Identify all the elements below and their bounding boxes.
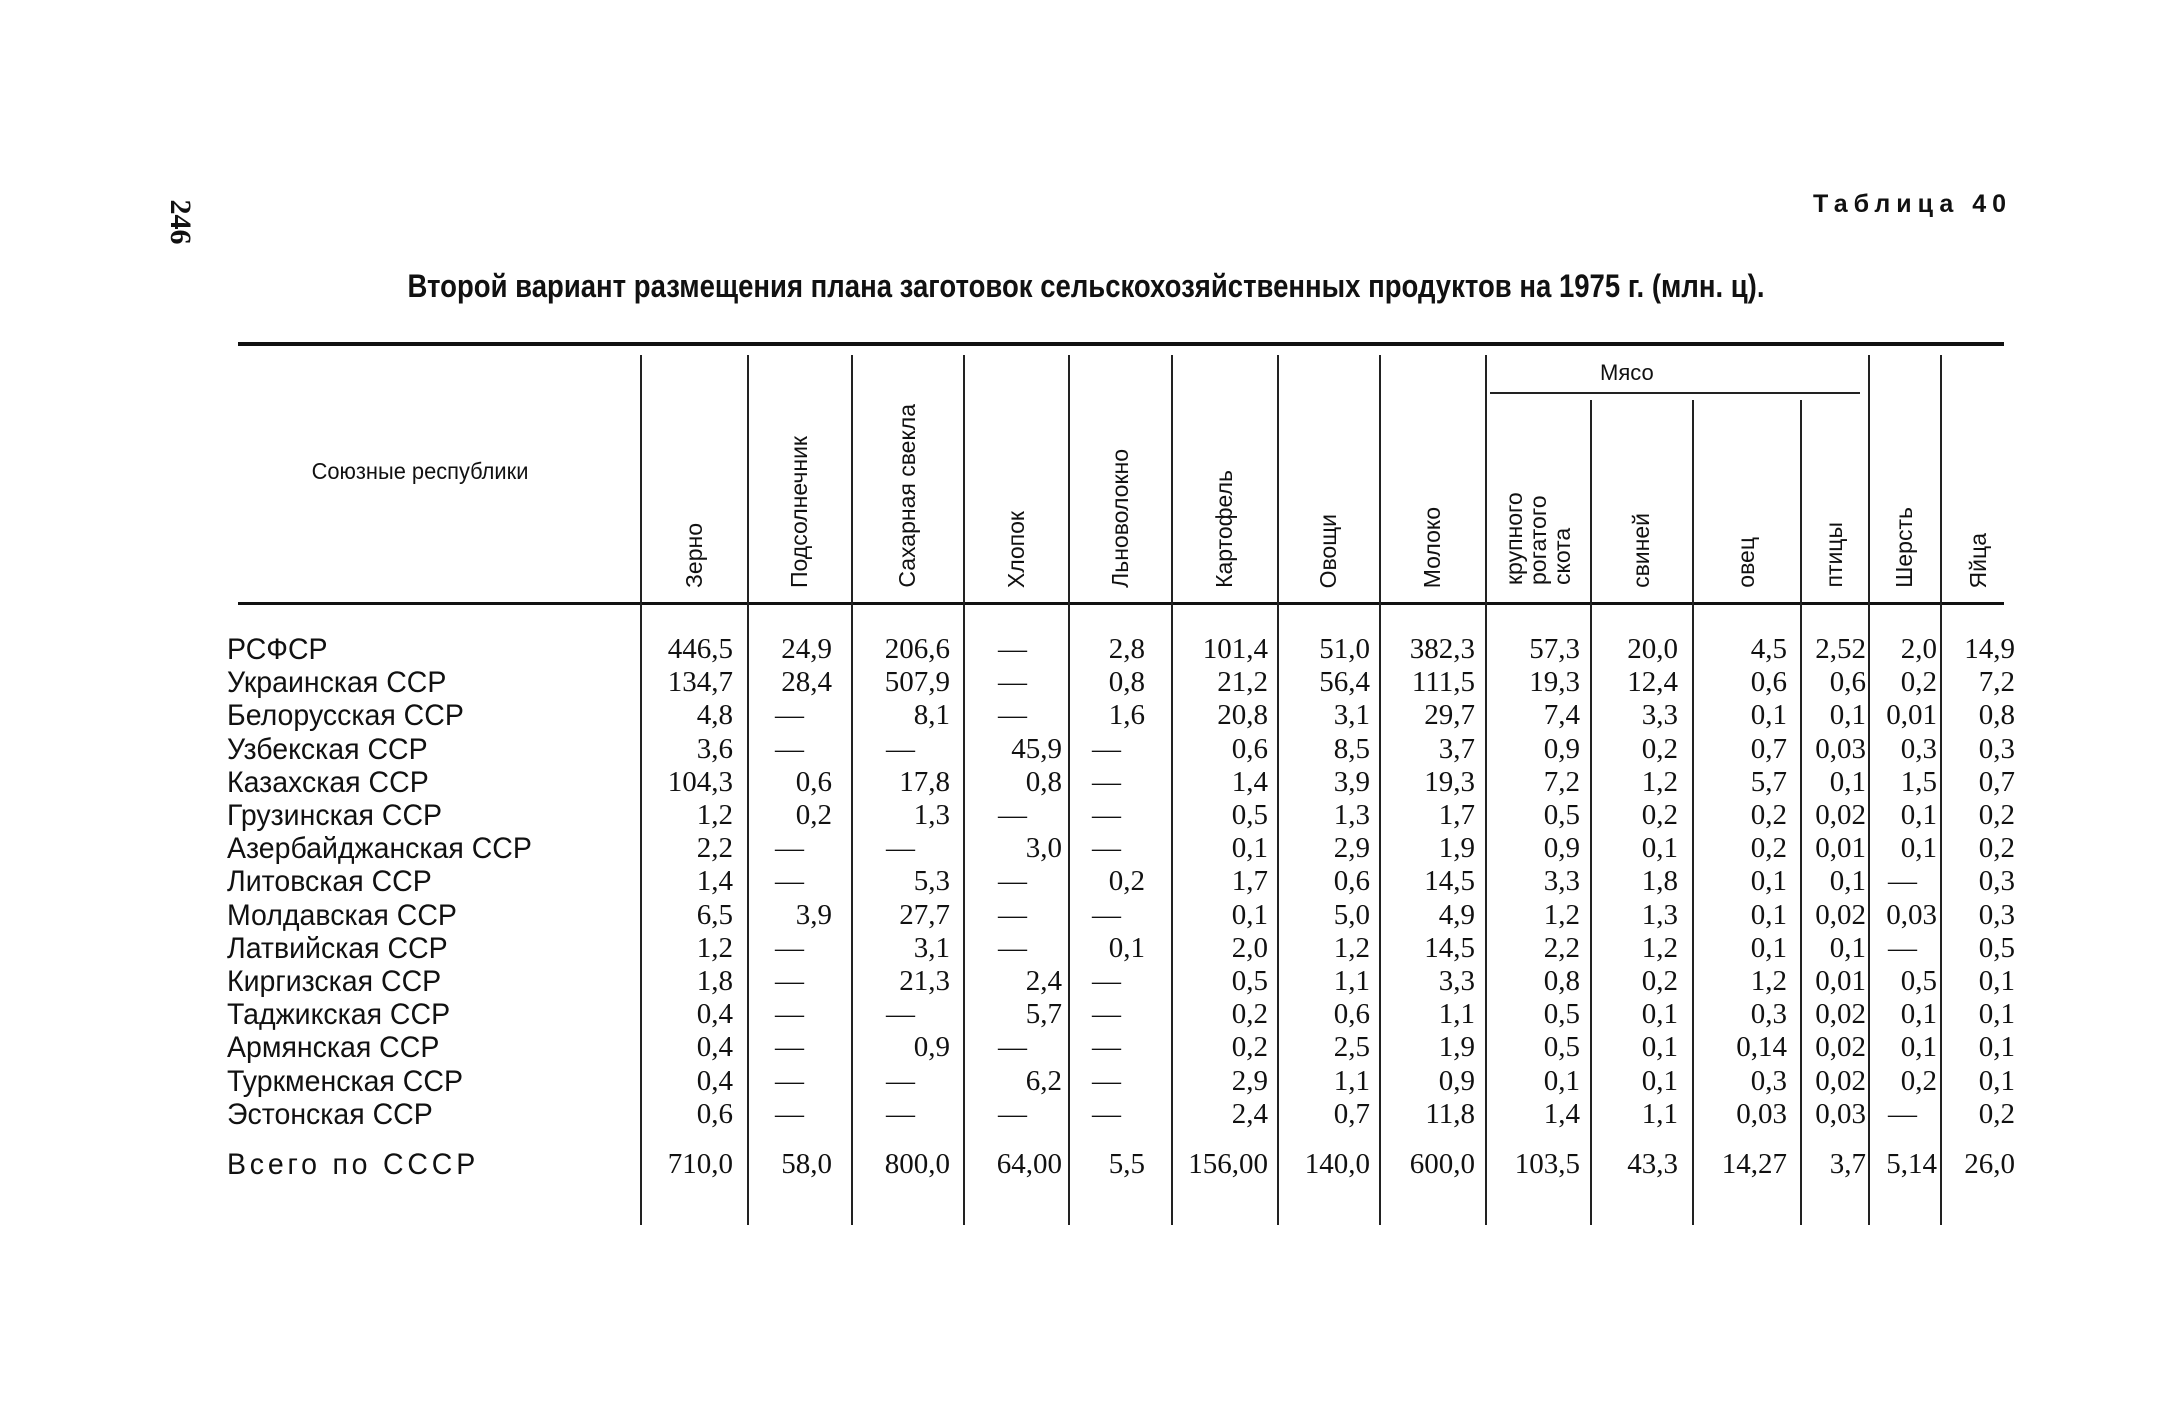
cell-meat-sheep: 14,27	[1721, 1148, 1787, 1180]
cell-milk: 11,8	[1425, 1098, 1475, 1130]
cell-cotton: 2,4	[1025, 965, 1062, 997]
cell-eggs: 0,3	[1978, 865, 2015, 897]
cell-sugar-beet: 507,9	[884, 666, 950, 698]
cell-vegetables: 5,0	[1333, 899, 1370, 931]
cell-sunflower: —	[775, 733, 804, 765]
cell-milk: 111,5	[1411, 666, 1475, 698]
cell-meat-poultry: 0,02	[1815, 899, 1866, 931]
cell-meat-sheep: 5,7	[1750, 766, 1787, 798]
cell-milk: 0,9	[1438, 1065, 1475, 1097]
cell-meat-sheep: 1,2	[1750, 965, 1787, 997]
cell-flax: —	[1092, 998, 1121, 1030]
cell-meat-cattle: 3,3	[1543, 865, 1580, 897]
table-row	[0, 633, 2172, 666]
cell-meat-cattle: 7,4	[1543, 699, 1580, 731]
cell-wool: 0,03	[1886, 899, 1937, 931]
cell-potato: 101,4	[1202, 633, 1268, 665]
republic-name: Туркменская ССР	[227, 1065, 463, 1098]
republic-name: Всего по СССР	[227, 1148, 480, 1181]
cell-sunflower: 58,0	[781, 1148, 832, 1180]
cell-cotton: —	[998, 1098, 1027, 1130]
cell-eggs: 14,9	[1964, 633, 2015, 665]
cell-milk: 1,1	[1438, 998, 1475, 1030]
cell-meat-poultry: 0,02	[1815, 799, 1866, 831]
cell-meat-sheep: 0,03	[1736, 1098, 1787, 1130]
cell-milk: 19,3	[1424, 766, 1475, 798]
cell-potato: 0,5	[1231, 799, 1268, 831]
cell-grain: 0,4	[696, 1065, 733, 1097]
cell-potato: 2,9	[1231, 1065, 1268, 1097]
cell-meat-poultry: 0,6	[1829, 666, 1866, 698]
cell-meat-poultry: 0,01	[1815, 965, 1866, 997]
republic-name: Узбекская ССР	[227, 733, 428, 766]
cell-meat-cattle: 0,9	[1543, 832, 1580, 864]
cell-wool: —	[1888, 865, 1917, 897]
cell-cotton: —	[998, 799, 1027, 831]
cell-grain: 1,4	[696, 865, 733, 897]
cell-sunflower: 24,9	[781, 633, 832, 665]
cell-meat-pigs: 0,1	[1641, 832, 1678, 864]
cell-vegetables: 8,5	[1333, 733, 1370, 765]
header-republics: Союзные республики	[311, 458, 529, 484]
cell-grain: 134,7	[667, 666, 733, 698]
cell-cotton: 0,8	[1025, 766, 1062, 798]
header-grain: Зерно	[680, 523, 707, 588]
header-meat-poultry: птицы	[1821, 522, 1847, 588]
cell-meat-poultry: 0,02	[1815, 998, 1866, 1030]
cell-meat-cattle: 1,2	[1543, 899, 1580, 931]
cell-meat-cattle: 0,1	[1543, 1065, 1580, 1097]
cell-meat-pigs: 1,1	[1641, 1098, 1678, 1130]
republic-name: Литовская ССР	[227, 865, 432, 898]
cell-vegetables: 51,0	[1319, 633, 1370, 665]
cell-meat-poultry: 0,1	[1829, 865, 1866, 897]
cell-grain: 1,2	[696, 932, 733, 964]
cell-grain: 1,2	[696, 799, 733, 831]
cell-cotton: 64,00	[996, 1148, 1062, 1180]
cell-meat-sheep: 0,14	[1736, 1031, 1787, 1063]
cell-meat-poultry: 0,03	[1815, 1098, 1866, 1130]
cell-potato: 20,8	[1217, 699, 1268, 731]
cell-sugar-beet: —	[886, 998, 915, 1030]
cell-flax: 5,5	[1108, 1148, 1145, 1180]
table-row	[0, 1065, 2172, 1098]
cell-wool: 5,14	[1886, 1148, 1937, 1180]
cell-grain: 104,3	[667, 766, 733, 798]
cell-meat-cattle: 0,9	[1543, 733, 1580, 765]
cell-flax: —	[1092, 733, 1121, 765]
cell-vegetables: 3,1	[1333, 699, 1370, 731]
cell-milk: 382,3	[1409, 633, 1475, 665]
header-sunflower: Подсолнечник	[786, 435, 812, 588]
cell-flax: —	[1092, 799, 1121, 831]
cell-grain: 710,0	[667, 1148, 733, 1180]
cell-flax: 2,8	[1108, 633, 1145, 665]
cell-eggs: 0,3	[1978, 899, 2015, 931]
cell-grain: 0,6	[696, 1098, 733, 1130]
cell-eggs: 0,1	[1978, 1031, 2015, 1063]
cell-eggs: 0,3	[1978, 733, 2015, 765]
cell-meat-pigs: 0,1	[1641, 1065, 1678, 1097]
header-milk: Молоко	[1419, 506, 1445, 588]
cell-sugar-beet: 5,3	[913, 865, 950, 897]
cell-potato: 0,1	[1231, 832, 1268, 864]
cell-potato: 2,0	[1231, 932, 1268, 964]
cell-sunflower: —	[775, 1031, 804, 1063]
cell-vegetables: 140,0	[1304, 1148, 1370, 1180]
cell-cotton: —	[998, 1031, 1027, 1063]
cell-meat-pigs: 12,4	[1627, 666, 1678, 698]
cell-wool: 2,0	[1900, 633, 1937, 665]
cell-wool: 0,2	[1900, 666, 1937, 698]
header-cotton: Хлопок	[1002, 510, 1029, 588]
cell-milk: 1,9	[1438, 832, 1475, 864]
cell-vegetables: 0,7	[1333, 1098, 1370, 1130]
table-row	[0, 1098, 2172, 1131]
cell-meat-poultry: 0,02	[1815, 1031, 1866, 1063]
cell-meat-cattle: 1,4	[1543, 1098, 1580, 1130]
table-label: Таблица 40	[1813, 190, 2012, 218]
cell-sunflower: 0,6	[795, 766, 832, 798]
cell-sugar-beet: 206,6	[884, 633, 950, 665]
cell-vegetables: 0,6	[1333, 998, 1370, 1030]
header-sugar-beet: Сахарная свекла	[894, 404, 920, 588]
cell-cotton: 5,7	[1025, 998, 1062, 1030]
cell-potato: 0,1	[1231, 899, 1268, 931]
cell-meat-cattle: 0,5	[1543, 799, 1580, 831]
cell-grain: 0,4	[696, 998, 733, 1030]
republic-name: РСФСР	[227, 633, 328, 666]
cell-vegetables: 1,2	[1333, 932, 1370, 964]
cell-flax: 0,1	[1108, 932, 1145, 964]
cell-meat-poultry: 0,02	[1815, 1065, 1866, 1097]
cell-eggs: 0,7	[1978, 766, 2015, 798]
cell-sugar-beet: —	[886, 1098, 915, 1130]
cell-potato: 0,2	[1231, 998, 1268, 1030]
cell-sugar-beet: 21,3	[899, 965, 950, 997]
cell-milk: 29,7	[1424, 699, 1475, 731]
cell-grain: 3,6	[696, 733, 733, 765]
cell-meat-sheep: 0,1	[1750, 932, 1787, 964]
cell-meat-sheep: 0,1	[1750, 899, 1787, 931]
cell-wool: 0,1	[1900, 998, 1937, 1030]
cell-cotton: —	[998, 865, 1027, 897]
cell-flax: —	[1092, 766, 1121, 798]
cell-meat-pigs: 20,0	[1627, 633, 1678, 665]
table-row	[0, 899, 2172, 932]
total-row	[0, 1148, 2172, 1181]
cell-milk: 14,5	[1424, 932, 1475, 964]
header-wool: Шерсть	[1891, 507, 1917, 588]
cell-milk: 600,0	[1409, 1148, 1475, 1180]
republic-name: Эстонская ССР	[227, 1098, 433, 1131]
cell-meat-poultry: 3,7	[1829, 1148, 1866, 1180]
cell-eggs: 0,1	[1978, 1065, 2015, 1097]
cell-wool: 0,01	[1886, 699, 1937, 731]
cell-wool: 1,5	[1900, 766, 1937, 798]
cell-sunflower: —	[775, 699, 804, 731]
cell-meat-sheep: 0,3	[1750, 1065, 1787, 1097]
top-rule	[238, 342, 2004, 346]
republic-name: Азербайджанская ССР	[227, 832, 532, 865]
cell-sunflower: —	[775, 998, 804, 1030]
cell-vegetables: 1,1	[1333, 1065, 1370, 1097]
cell-eggs: 0,5	[1978, 932, 2015, 964]
cell-flax: 0,8	[1108, 666, 1145, 698]
page-number: 246	[164, 199, 197, 245]
cell-meat-pigs: 0,1	[1641, 1031, 1678, 1063]
cell-meat-pigs: 1,2	[1641, 766, 1678, 798]
republic-name: Киргизская ССР	[227, 965, 442, 998]
cell-meat-cattle: 0,8	[1543, 965, 1580, 997]
cell-milk: 1,9	[1438, 1031, 1475, 1063]
cell-flax: —	[1092, 1031, 1121, 1063]
cell-sugar-beet: 3,1	[913, 932, 950, 964]
cell-meat-pigs: 3,3	[1641, 699, 1678, 731]
cell-vegetables: 3,9	[1333, 766, 1370, 798]
cell-meat-cattle: 0,5	[1543, 1031, 1580, 1063]
cell-meat-pigs: 1,8	[1641, 865, 1678, 897]
cell-sugar-beet: 17,8	[899, 766, 950, 798]
cell-eggs: 7,2	[1978, 666, 2015, 698]
cell-sugar-beet: —	[886, 832, 915, 864]
cell-meat-cattle: 57,3	[1529, 633, 1580, 665]
cell-flax: —	[1092, 1098, 1121, 1130]
cell-vegetables: 2,9	[1333, 832, 1370, 864]
cell-meat-sheep: 0,6	[1750, 666, 1787, 698]
header-meat-group: Мясо	[1600, 360, 1654, 385]
cell-meat-pigs: 0,1	[1641, 998, 1678, 1030]
cell-sunflower: —	[775, 965, 804, 997]
cell-sugar-beet: 0,9	[913, 1031, 950, 1063]
table-row	[0, 832, 2172, 865]
cell-flax: —	[1092, 832, 1121, 864]
cell-flax: 0,2	[1108, 865, 1145, 897]
cell-sugar-beet: —	[886, 733, 915, 765]
cell-potato: 0,2	[1231, 1031, 1268, 1063]
cell-flax: —	[1092, 899, 1121, 931]
cell-wool: 0,1	[1900, 832, 1937, 864]
cell-sugar-beet: 27,7	[899, 899, 950, 931]
cell-flax: 1,6	[1108, 699, 1145, 731]
cell-cotton: —	[998, 932, 1027, 964]
cell-grain: 1,8	[696, 965, 733, 997]
republic-name: Грузинская ССР	[227, 799, 443, 832]
cell-meat-poultry: 0,03	[1815, 733, 1866, 765]
cell-sunflower: —	[775, 832, 804, 864]
republic-name: Латвийская ССР	[227, 932, 448, 965]
header-eggs: Яйца	[1964, 532, 1991, 588]
cell-eggs: 0,1	[1978, 965, 2015, 997]
cell-sunflower: —	[775, 1065, 804, 1097]
cell-sunflower: 28,4	[781, 666, 832, 698]
cell-sugar-beet: 8,1	[913, 699, 950, 731]
table-row	[0, 965, 2172, 998]
cell-potato: 1,4	[1231, 766, 1268, 798]
cell-meat-sheep: 0,3	[1750, 998, 1787, 1030]
cell-potato: 1,7	[1231, 865, 1268, 897]
cell-meat-pigs: 0,2	[1641, 733, 1678, 765]
cell-meat-sheep: 0,1	[1750, 865, 1787, 897]
cell-milk: 3,3	[1438, 965, 1475, 997]
republic-name: Белорусская ССР	[227, 699, 464, 732]
table-row	[0, 799, 2172, 832]
cell-potato: 156,00	[1188, 1148, 1268, 1180]
cell-meat-poultry: 2,52	[1815, 633, 1866, 665]
meat-group-rule	[1490, 392, 1860, 394]
cell-meat-sheep: 0,2	[1750, 832, 1787, 864]
table-row	[0, 1031, 2172, 1064]
table-row	[0, 666, 2172, 699]
cell-meat-sheep: 4,5	[1750, 633, 1787, 665]
cell-meat-poultry: 0,1	[1829, 699, 1866, 731]
cell-cotton: —	[998, 699, 1027, 731]
cell-meat-poultry: 0,1	[1829, 766, 1866, 798]
cell-sugar-beet: 1,3	[913, 799, 950, 831]
header-meat-cattle: крупного рогатого скота	[1500, 492, 1575, 585]
cell-milk: 4,9	[1438, 899, 1475, 931]
republic-name: Молдавская ССР	[227, 899, 457, 932]
cell-cotton: —	[998, 633, 1027, 665]
republic-name: Казахская ССР	[227, 766, 429, 799]
cell-sunflower: 3,9	[795, 899, 832, 931]
header-vegetables: Овощи	[1315, 513, 1341, 588]
cell-meat-pigs: 43,3	[1627, 1148, 1678, 1180]
header-meat-pigs: свиней	[1628, 513, 1654, 588]
cell-wool: —	[1888, 932, 1917, 964]
cell-meat-cattle: 0,5	[1543, 998, 1580, 1030]
table-row	[0, 699, 2172, 732]
table-row	[0, 733, 2172, 766]
cell-grain: 0,4	[696, 1031, 733, 1063]
cell-meat-sheep: 0,7	[1750, 733, 1787, 765]
cell-wool: —	[1888, 1098, 1917, 1130]
cell-meat-sheep: 0,2	[1750, 799, 1787, 831]
cell-sunflower: —	[775, 932, 804, 964]
cell-flax: —	[1092, 965, 1121, 997]
republic-name: Армянская ССР	[227, 1031, 440, 1064]
cell-eggs: 0,2	[1978, 832, 2015, 864]
cell-milk: 1,7	[1438, 799, 1475, 831]
table-row	[0, 766, 2172, 799]
cell-meat-pigs: 1,3	[1641, 899, 1678, 931]
cell-sunflower: —	[775, 865, 804, 897]
cell-potato: 2,4	[1231, 1098, 1268, 1130]
cell-vegetables: 1,1	[1333, 965, 1370, 997]
cell-potato: 0,5	[1231, 965, 1268, 997]
cell-cotton: —	[998, 666, 1027, 698]
cell-cotton: 3,0	[1025, 832, 1062, 864]
cell-meat-cattle: 7,2	[1543, 766, 1580, 798]
cell-potato: 0,6	[1231, 733, 1268, 765]
cell-wool: 0,2	[1900, 1065, 1937, 1097]
header-meat-sheep: овец	[1733, 537, 1759, 588]
cell-meat-sheep: 0,1	[1750, 699, 1787, 731]
cell-vegetables: 2,5	[1333, 1031, 1370, 1063]
cell-vegetables: 1,3	[1333, 799, 1370, 831]
cell-meat-pigs: 0,2	[1641, 965, 1678, 997]
cell-grain: 446,5	[667, 633, 733, 665]
cell-cotton: 45,9	[1011, 733, 1062, 765]
cell-sunflower: 0,2	[795, 799, 832, 831]
cell-potato: 21,2	[1217, 666, 1268, 698]
table-row	[0, 998, 2172, 1031]
cell-eggs: 0,8	[1978, 699, 2015, 731]
cell-sugar-beet: 800,0	[884, 1148, 950, 1180]
table-caption: Второй вариант размещения плана заготовок сельскохозяйственных продуктов на 1975 г. (млн. ц).	[407, 268, 1765, 304]
cell-eggs: 0,2	[1978, 1098, 2015, 1130]
cell-meat-cattle: 19,3	[1529, 666, 1580, 698]
cell-meat-poultry: 0,01	[1815, 832, 1866, 864]
cell-wool: 0,1	[1900, 799, 1937, 831]
cell-milk: 14,5	[1424, 865, 1475, 897]
cell-eggs: 26,0	[1964, 1148, 2015, 1180]
cell-wool: 0,3	[1900, 733, 1937, 765]
cell-cotton: —	[998, 899, 1027, 931]
cell-milk: 3,7	[1438, 733, 1475, 765]
table-row	[0, 865, 2172, 898]
table-row	[0, 932, 2172, 965]
cell-meat-pigs: 1,2	[1641, 932, 1678, 964]
cell-meat-poultry: 0,1	[1829, 932, 1866, 964]
cell-eggs: 0,1	[1978, 998, 2015, 1030]
cell-flax: —	[1092, 1065, 1121, 1097]
republic-name: Украинская ССР	[227, 666, 447, 699]
header-flax: Льноволокно	[1106, 449, 1133, 588]
header-rule	[238, 602, 2004, 605]
cell-meat-cattle: 103,5	[1514, 1148, 1580, 1180]
cell-vegetables: 56,4	[1319, 666, 1370, 698]
cell-vegetables: 0,6	[1333, 865, 1370, 897]
header-potato: Картофель	[1211, 470, 1237, 588]
cell-meat-pigs: 0,2	[1641, 799, 1678, 831]
cell-sunflower: —	[775, 1098, 804, 1130]
cell-sugar-beet: —	[886, 1065, 915, 1097]
cell-cotton: 6,2	[1025, 1065, 1062, 1097]
cell-grain: 6,5	[696, 899, 733, 931]
republic-name: Таджикская ССР	[227, 998, 451, 1031]
cell-wool: 0,5	[1900, 965, 1937, 997]
cell-meat-cattle: 2,2	[1543, 932, 1580, 964]
cell-grain: 4,8	[696, 699, 733, 731]
cell-eggs: 0,2	[1978, 799, 2015, 831]
cell-wool: 0,1	[1900, 1031, 1937, 1063]
cell-grain: 2,2	[696, 832, 733, 864]
